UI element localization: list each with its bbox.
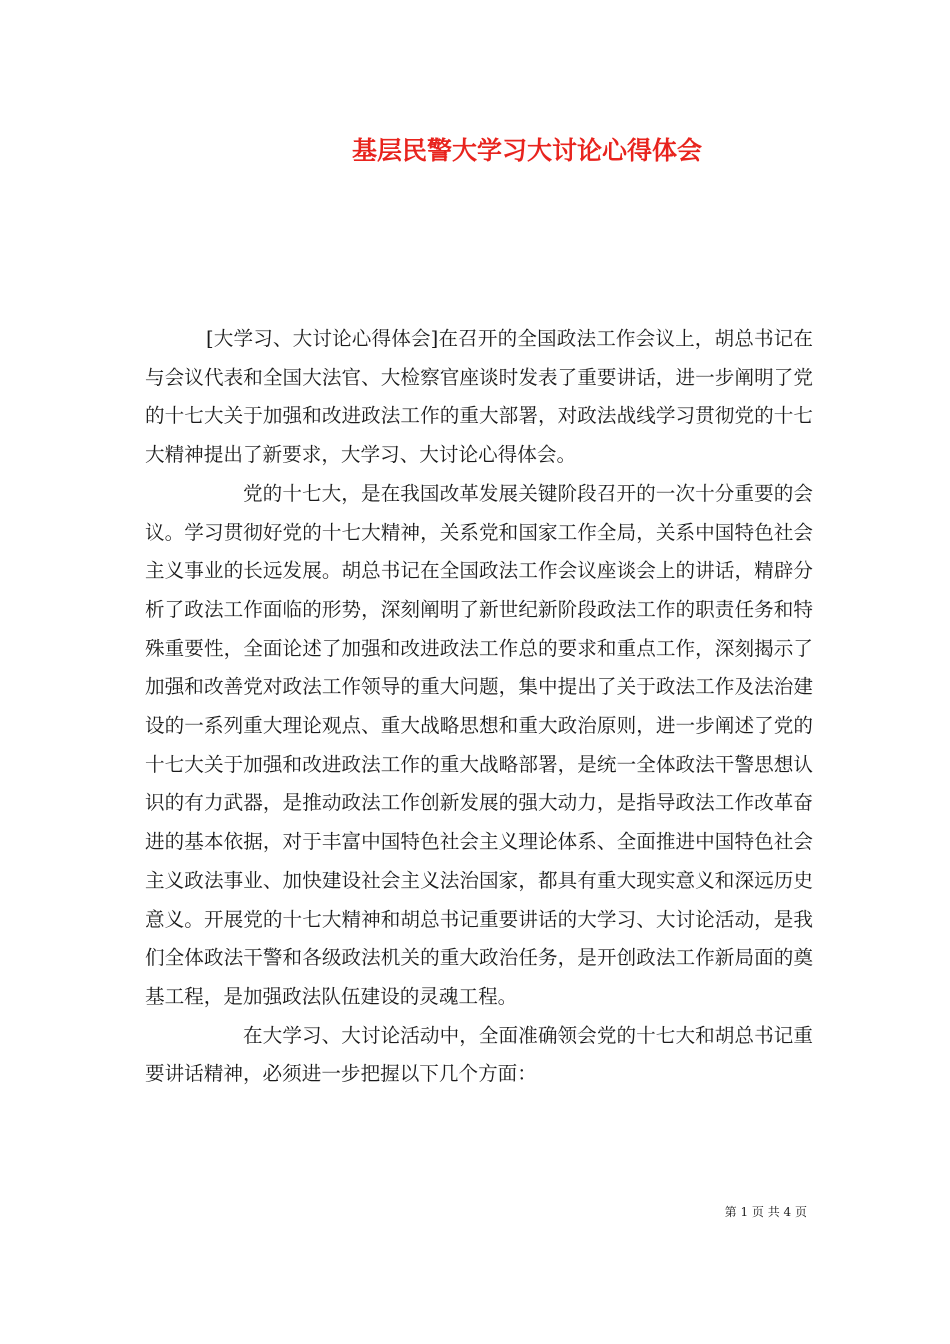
document-body <box>145 320 813 1094</box>
paragraph-3: 在大学习、大讨论活动中，全面准确领会党的十七大和胡总书记重要讲话精神，必须进一步把握以下几个方面： <box>145 1023 813 1086</box>
paragraph-2: 党的十七大，是在我国改革发展关键阶段召开的一次十分重要的会议。学习贯彻好党的十七大精神，关系党和国家工作全局，关系中国特色社会主义事业的长远发展。胡总书记在全国政法工作会议座谈会上的讲话，精辟分析了政法工作面临的形势，深刻阐明了新世纪新阶段政法工作的职责任务和特殊重要性，全面论述了加强和改进政法工作总的要求和重点工作，深刻揭示了加强和改善党对政法工作领导的重大问题，集中提出了关于政法工作及法治建设的一系列重大理论观点、重大战略思想和重大政治原则，进一步阐述了党的十七大关于加强和改进政法工作的重大战略部署，是统一全体政法干警思想认识的有力武器，是推动政法工作创新发展的强大动力，是指导政法工作改革奋进的基本依据，对于丰富中国特色社会主义理论体系、全面推进中国特色社会主义政法事业、加快建设社会主义法治国家，都具有重大现实意义和深远历史意义。开展党的十七大精神和胡总书记重要讲话的大学习、大讨论活动，是我们全体政法干警和各级政法机关的重大政治任务，是开创政法工作新局面的奠基工程，是加强政法队伍建设的灵魂工程。 <box>145 481 813 1008</box>
page-number: 第 1 页 共 4 页 <box>724 1205 807 1219</box>
paragraph-1: [大学习、大讨论心得体会]在召开的全国政法工作会议上，胡总书记在与会议代表和全国大法官、大检察官座谈时发表了重要讲话，进一步阐明了党的十七大关于加强和改进政法工作的重大部署，对政法战线学习贯彻党的十七大精神提出了新要求，大学习、大讨论心得体会。 <box>145 327 813 467</box>
document-title: 基层民警大学习大讨论心得体会 <box>351 136 702 165</box>
